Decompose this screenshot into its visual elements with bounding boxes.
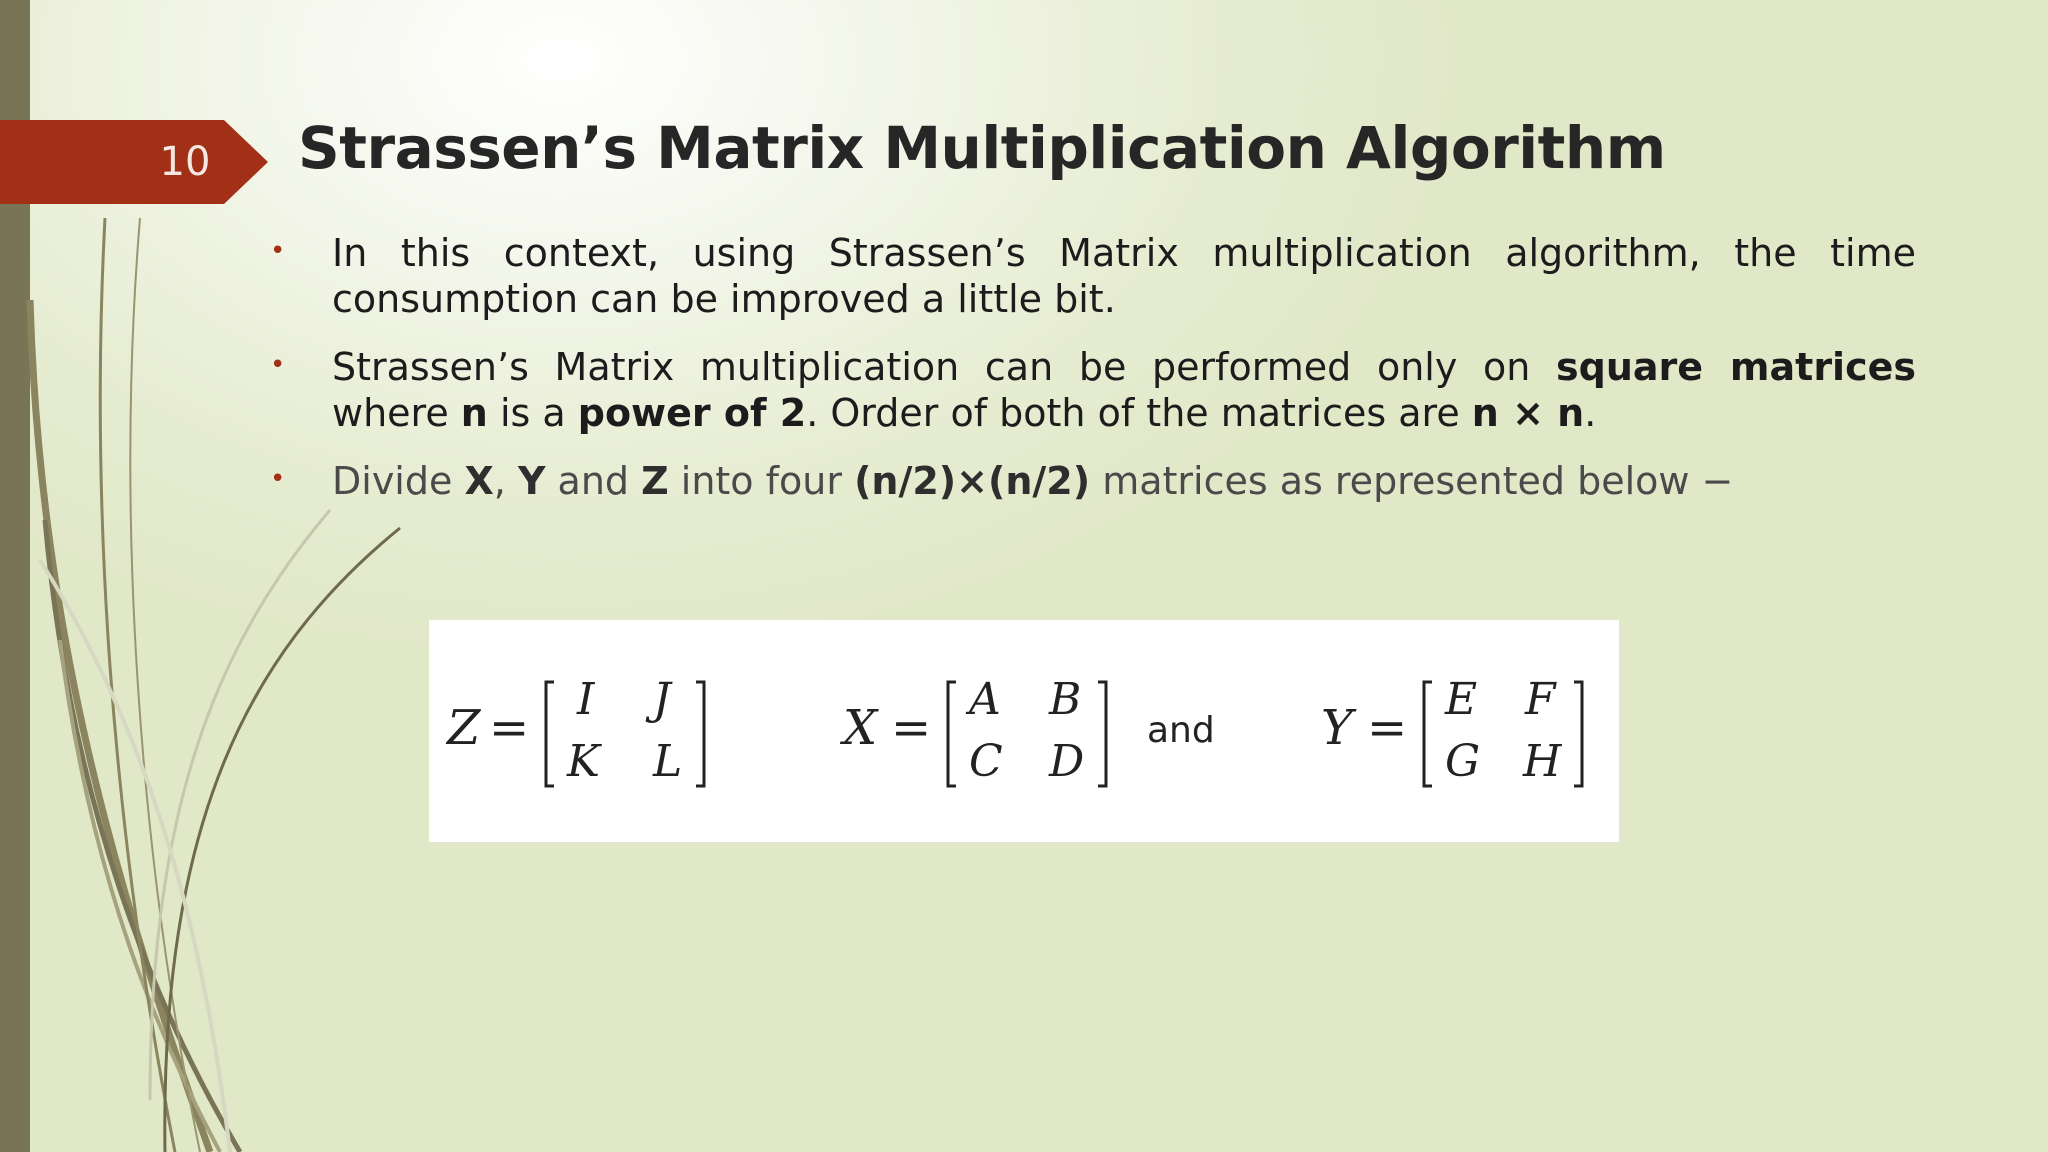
bullet-2-bold-square-matrices: square matrices [1556, 345, 1916, 389]
slide-title: Strassen’s Matrix Multiplication Algorithm [298, 114, 1666, 182]
matrix-formula-image [429, 620, 1619, 842]
y-cell-g: G [1445, 736, 1481, 787]
y-cell-e: E [1445, 674, 1478, 725]
bullet-marker: • [270, 464, 286, 494]
y-cell-f: F [1525, 674, 1556, 725]
x-cell-b: B [1049, 674, 1082, 725]
equals-sign: = [1367, 700, 1408, 756]
bullet-2-bold-n-by-n: n × n [1471, 391, 1585, 435]
bullet-3-segment: into four [668, 459, 855, 503]
equals-sign: = [891, 700, 932, 756]
x-cell-a: A [969, 674, 1001, 725]
y-matrix-name: Y [1321, 700, 1353, 756]
matrix-brackets [429, 620, 1619, 842]
bullet-3-bold-z: Z [641, 459, 669, 503]
z-cell-k: K [567, 736, 600, 787]
slide-number: 10 [159, 139, 211, 185]
bullet-1-text [332, 230, 1916, 322]
bullet-3-bold-y: Y [517, 459, 546, 503]
bullet-3-segment: matrices as represented below − [1090, 459, 1734, 503]
bullet-3-segment: Divide [332, 459, 465, 503]
and-connector: and [1147, 710, 1215, 751]
z-cell-i: I [577, 674, 595, 725]
bullet-2-segment: . Order of both of the matrices are [806, 391, 1472, 435]
z-cell-j: J [653, 674, 671, 725]
z-matrix-name: Z [447, 700, 481, 756]
bullet-2-segment: . [1584, 391, 1597, 435]
bullet-1-segment: In this context, using Strassen’s Matrix multiplication algorithm, the time consumption can be improved a little bit. [332, 231, 1916, 321]
bullet-marker: • [270, 350, 286, 380]
x-cell-d: D [1049, 736, 1085, 787]
x-matrix-name: X [843, 700, 878, 756]
z-cell-l: L [653, 736, 683, 787]
bullet-2-bold-n: n [460, 391, 488, 435]
bullet-2-bold-power-of-2: power of 2 [577, 391, 807, 435]
bullet-3-bold-x: X [464, 459, 494, 503]
bullet-3-segment: and [545, 459, 642, 503]
bullet-2-segment: Strassen’s Matrix multiplication can be performed only on [332, 345, 1557, 389]
bullet-2-segment: where [332, 391, 461, 435]
bullet-2-text [332, 344, 1916, 436]
bullet-3-bold-dimension: (n/2)×(n/2) [854, 459, 1091, 503]
y-cell-h: H [1523, 736, 1562, 787]
equals-sign: = [489, 700, 530, 756]
bullet-3-segment: , [493, 459, 518, 503]
x-cell-c: C [969, 736, 1003, 787]
bullet-2-segment: is a [487, 391, 578, 435]
bullet-3-text [332, 458, 1916, 504]
bullet-marker: • [270, 236, 286, 266]
